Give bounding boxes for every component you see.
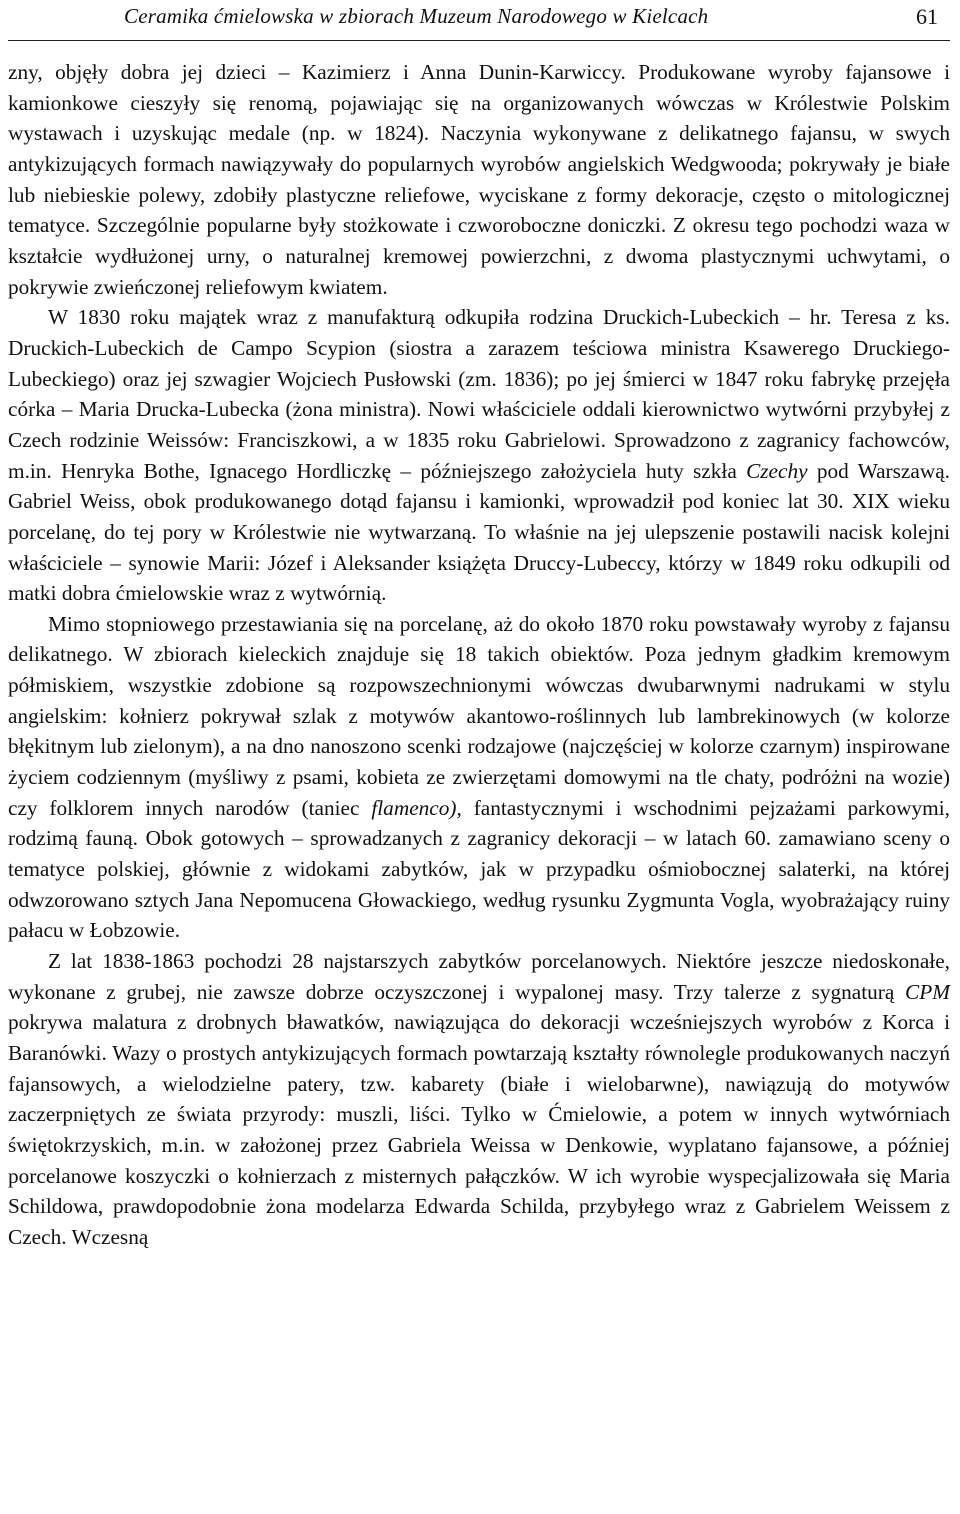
body-text <box>8 57 950 1253</box>
paragraph-3-text-b: fantastycznymi i wschodnimi pejzażami parkowymi, rodzimą fauną. Obok gotowych – sprowadzanych z zagranicy dekoracji – w latach 60. zamawiano sceny o tematyce polskiej, głównie z widokami zabytków, jak w przypadku ośmiobocznej salaterki, na której odwzorowano sztych Jana Nepomucena Głowackiego, według rysunku Zygmunta Vogla, wyobrażający ruiny pałacu w Łobzowie. <box>8 795 950 943</box>
paragraph-4-text-a: Z lat 1838-1863 pochodzi 28 najstarszych zabytków porcelanowych. Niektóre jeszcze niedoskonałe, wykonane z grubej, nie zawsze dobrze oczyszczonej i wypalonej masy. Trzy talerze z sygnaturą <box>8 949 950 1004</box>
paragraph-4-text-b: pokrywa malatura z drobnych bławatków, nawiązująca do dekoracji wcześniejszych wyrobów z Korca i Baranówki. Wazy o prostych antykizujących formach powtarzają kształty równolegle produkowanych naczyń fajansowych, a wielodzielne patery, tzw. kabarety (białe i wielobarwne), nawiązują do motywów zaczerpniętych ze świata przyrody: muszli, liści. Tylko w Ćmielowie, a potem w innych wytwórniach świętokrzyskich, m.in. w założonej przez Gabriela Weissa w Denkowie, wyplatano fajansowe, a później porcelanowe koszyczki o kołnierzach z misternych pałączków. W ich wyrobie wyspecjalizowała się Maria Schildowa, prawdopodobnie żona modelarza Edwarda Schilda, przybyłego wraz z Gabrielem Weissem z Czech. Wczesną <box>8 1010 950 1249</box>
paragraph-2-text-a: W 1830 roku majątek wraz z manufakturą odkupiła rodzina Druckich-Lubeckich – hr. Teresa z ks. Druckich-Lubeckich de Campo Scypion (siostra a zarazem teściowa ministra Ksawerego Druckiego-Lubeckiego) oraz jej szwagier Wojciech Pusłowski (zm. 1836); po jej śmierci w 1847 roku fabrykę przejęła córka – Maria Drucka-Lubecka (żona ministra). Nowi właściciele oddali kierownictwo wytwórni przybyłej z Czech rodzinie Weissów: Franciszkowi, a w 1835 roku Gabrielowi. Sprowadzono z zagranicy fachowców, m.in. Henryka Bothe, Ignacego Hordliczkę – późniejszego założyciela huty szkła <box>8 305 950 483</box>
paragraph-1 <box>8 57 950 302</box>
paragraph-1-text: zny, objęły dobra jej dzieci – Kazimierz i Anna Dunin-Karwiccy. Produkowane wyroby fajansowe i kamionkowe cieszyły się renomą, pojawiając się na organizowanych wówczas w Królestwie Polskim wystawach i uzyskując medale (np. w 1824). Naczynia wykonywane z delikatnego fajansu, w swych antykizujących formach nawiązywały do popularnych wyrobów angielskich Wedgwooda; pokrywały je białe lub niebieskie polewy, zdobiły plastyczne reliefowe, wyciskane z formy dekoracje, często o mitologicznej tematyce. Szczególnie popularne były stożkowate i czworoboczne doniczki. Z okresu tego pochodzi waza w kształcie wydłużonej urny, o naturalnej kremowej powierzchni, z dwoma plastycznymi uchwytami, o pokrywie zwieńczonej reliefowym kwiatem. <box>8 60 950 299</box>
paragraph-2-text-b: pod Warszawą. Gabriel Weiss, obok produkowanego dotąd fajansu i kamionki, wprowadził pod koniec lat 30. XIX wieku porcelanę, do tej pory w Królestwie nie wytwarzaną. To właśnie na jej ulepszenie postawili nacisk kolejni właściciele – synowie Marii: Józef i Aleksander książęta Druccy-Lubeccy, którzy w 1849 roku odkupili od matki dobra ćmielowskie wraz z wytwórnią. <box>8 458 950 606</box>
paragraph-2 <box>8 302 950 609</box>
running-title: Ceramika ćmielowska w zbiorach Muzeum Narodowego w Kielcach <box>124 4 709 28</box>
running-header <box>8 0 950 41</box>
page-number: 61 <box>916 4 938 29</box>
italic-term-cpm: CPM <box>905 979 950 1004</box>
italic-term-czechy: Czechy <box>746 458 808 483</box>
paragraph-3 <box>8 609 950 946</box>
italic-term-flamenco: flamenco), <box>371 795 462 820</box>
paragraph-4 <box>8 946 950 1253</box>
paragraph-3-text-a: Mimo stopniowego przestawiania się na porcelanę, aż do około 1870 roku powstawały wyroby z fajansu delikatnego. W zbiorach kieleckich znajduje się 18 takich obiektów. Poza jednym gładkim kremowym półmiskiem, wszystkie zdobione są rozpowszechnionymi wówczas dwubarwnymi nadrukami w stylu angielskim: kołnierz pokrywał szlak z motywów akantowo-roślinnych lub lambrekinowych (w kolorze błękitnym lub zielonym), a na dno nanoszono scenki rodzajowe (najczęściej w kolorze czarnym) inspirowane życiem codziennym (myśliwy z psami, kobieta ze zwierzętami domowymi na tle chaty, podróżni na wozie) czy folklorem innych narodów (taniec <box>8 611 950 820</box>
